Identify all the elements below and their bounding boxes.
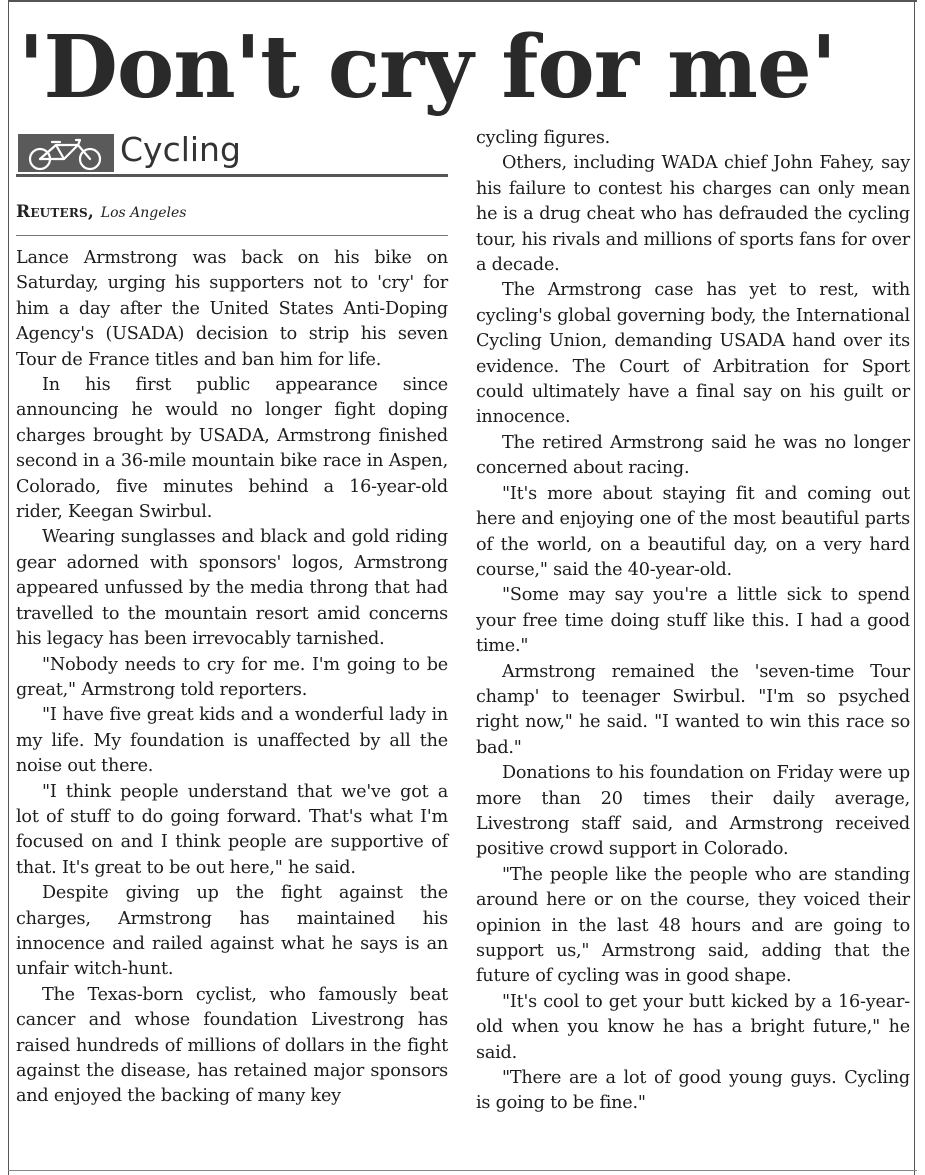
article-column-right — [476, 126, 910, 1117]
paragraph: The Texas-born cyclist, who famously beat cancer and whose foundation Livestrong has raised hundreds of millions of dollars in the fight against the disease, has retained major sponsors and enjoyed the backing of many key — [16, 984, 448, 1107]
paragraph: "I think people understand that we've got a lot of stuff to do going forward. That's what I'm focused on and I think people are supportive of that. It's great to be out here," he said. — [16, 781, 448, 878]
article-body-left — [16, 246, 448, 1110]
paragraph: "It's cool to get your butt kicked by a 16-year-old when you know he has a bright future," he said. — [476, 991, 910, 1063]
bottom-border — [8, 1170, 917, 1171]
paragraph: Donations to his foundation on Friday were up more than 20 times their daily average, Livestrong staff said, and Armstrong received positive crowd support in Colorado. — [476, 763, 910, 860]
paragraph: Others, including WADA chief John Fahey, say his failure to contest his charges can only mean he is a drug cheat who has defrauded the cycling tour, his rivals and millions of sports fans for over a decade. — [476, 153, 910, 276]
paragraph: cycling figures. — [476, 128, 611, 148]
paragraph: The Armstrong case has yet to rest, with cycling's global governing body, the International Cycling Union, demanding USADA hand over its evidence. The Court of Arbitration for Sport could ultimately have a final say on his guilt or innocence. — [476, 280, 910, 428]
paragraph: "It's more about staying fit and coming out here and enjoying one of the most beautiful parts of the world, on a beautiful day, on a very hard course," said the 40-year-old. — [476, 483, 910, 580]
paragraph: "Nobody needs to cry for me. I'm going to be great," Armstrong told reporters. — [16, 654, 448, 700]
paragraph: Wearing sunglasses and black and gold riding gear adorned with sponsors' logos, Armstrong appeared unfussed by the media throng that had travelled to the mountain resort amid concerns his legacy has been irrevocably tarnished. — [16, 527, 448, 650]
section-header — [16, 126, 448, 177]
headline: 'Don't cry for me' — [18, 17, 837, 118]
article-body-right — [476, 126, 910, 1117]
left-border — [8, 0, 9, 1175]
paragraph: "There are a lot of good young guys. Cycling is going to be fine." — [476, 1068, 910, 1114]
paragraph: Armstrong remained the 'seven-time Tour champ' to teenager Swirbul. "I'm so psyched right now," he said. "I wanted to win this race so bad." — [476, 661, 910, 758]
paragraph: In his first public appearance since announcing he would no longer fight doping charges brought by USADA, Armstrong finished second in a 36-mile mountain bike race in Aspen, Colorado, five minutes behind a 16-year-old rider, Keegan Swirbul. — [16, 375, 448, 523]
paragraph: "Some may say you're a little sick to spend your free time doing stuff like this. I had a good time." — [476, 585, 910, 657]
top-border — [8, 0, 917, 2]
right-border — [914, 0, 915, 1175]
byline-divider — [16, 235, 448, 236]
paragraph: "The people like the people who are standing around here or on the course, they voiced their opinion in the last 48 hours and are going to support us," Armstrong said, adding that the future of cycling was in good shape. — [476, 864, 910, 987]
paragraph: The retired Armstrong said he was no longer concerned about racing. — [476, 432, 910, 479]
paragraph: Despite giving up the fight against the charges, Armstrong has maintained his innocence and railed against what he says is an unfair witch-hunt. — [16, 883, 448, 980]
byline-location: Los Angeles — [100, 205, 187, 221]
article-column-left — [16, 126, 448, 1110]
byline — [16, 202, 448, 223]
section-label: Cycling — [120, 130, 241, 169]
byline-agency: Reuters, — [16, 202, 94, 222]
paragraph: "I have five great kids and a wonderful lady in my life. My foundation is unaffected by all the noise out there. — [16, 705, 448, 777]
paragraph: Lance Armstrong was back on his bike on Saturday, urging his supporters not to 'cry' for him a day after the United States Anti-Doping Agency's (USADA) decision to strip his seven Tour de France titles and ban him for life. — [16, 248, 448, 370]
bicycle-icon — [18, 134, 114, 172]
